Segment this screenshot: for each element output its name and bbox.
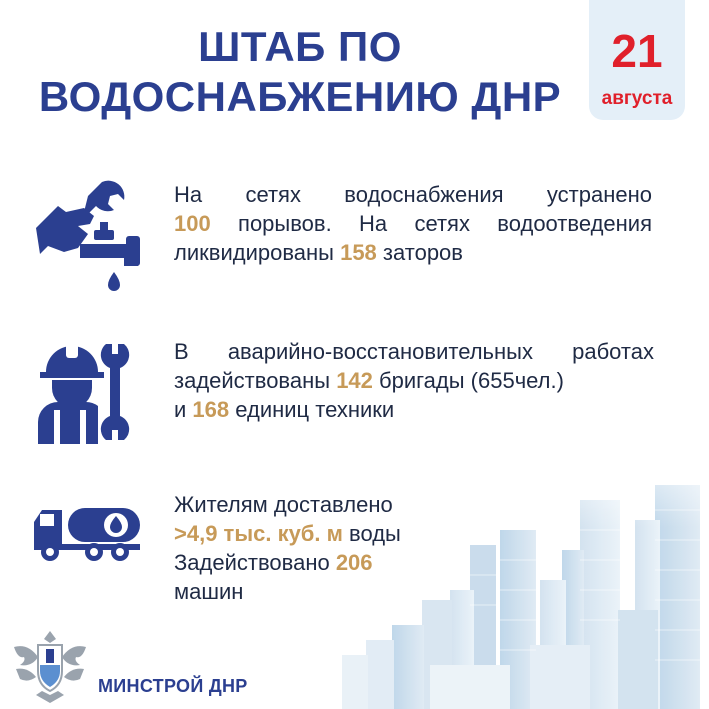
delivery-line-1: Жителям доставлено (174, 492, 393, 517)
title-line-1: ШТАБ ПО (198, 23, 402, 70)
blockages-count: 158 (340, 240, 377, 265)
water-volume: >4,9 тыс. куб. м (174, 521, 343, 546)
crews-line-2-text-a: задействованы (174, 368, 337, 393)
crews-line-3-text-a: и (174, 397, 193, 422)
delivery-line-4: машин (174, 579, 244, 604)
crews-line-3 (174, 395, 654, 424)
repairs-line-3-text-c: заторов (376, 240, 463, 265)
date-day: 21 (611, 25, 663, 77)
date-month: августа (601, 88, 673, 109)
machines-count: 206 (335, 550, 373, 575)
water-truck-icon (32, 502, 144, 564)
info-block-water-delivery (174, 490, 474, 606)
page-title (30, 22, 570, 122)
repairs-line-1: На сетях водоснабжения устранено (174, 182, 652, 207)
repairs-line-2-text: порывов. На сетях водоотведения (210, 211, 652, 236)
crews-line-2 (174, 366, 654, 395)
vehicles-count: 168 (192, 397, 230, 422)
worker-wrench-icon (36, 338, 136, 448)
delivery-line-3 (174, 548, 474, 577)
delivery-line-3-text: Задействовано (174, 550, 336, 575)
brigades-count: 142 (336, 368, 373, 393)
info-block-crews (174, 337, 654, 424)
crews-line-2-text-c: бригады (655чел.) (372, 368, 564, 393)
leaks-count: 100 (174, 211, 211, 236)
repairs-line-3 (174, 238, 652, 267)
info-block-repairs (174, 180, 652, 267)
wrench-hand-faucet-icon (30, 178, 145, 293)
delivery-line-2-text: воды (342, 521, 401, 546)
crews-line-1: В аварийно-восстановительных работах (174, 339, 654, 364)
dnr-emblem-icon (10, 625, 90, 705)
org-name: МИНСТРОЙ ДНР (98, 676, 248, 696)
repairs-line-2 (174, 209, 652, 238)
crews-line-3-text-c: единиц техники (229, 397, 395, 422)
delivery-line-2 (174, 519, 474, 548)
repairs-line-3-text-a: ликвидированы (174, 240, 341, 265)
date-card (589, 0, 685, 120)
title-line-2: ВОДОСНАБЖЕНИЮ ДНР (38, 73, 562, 120)
